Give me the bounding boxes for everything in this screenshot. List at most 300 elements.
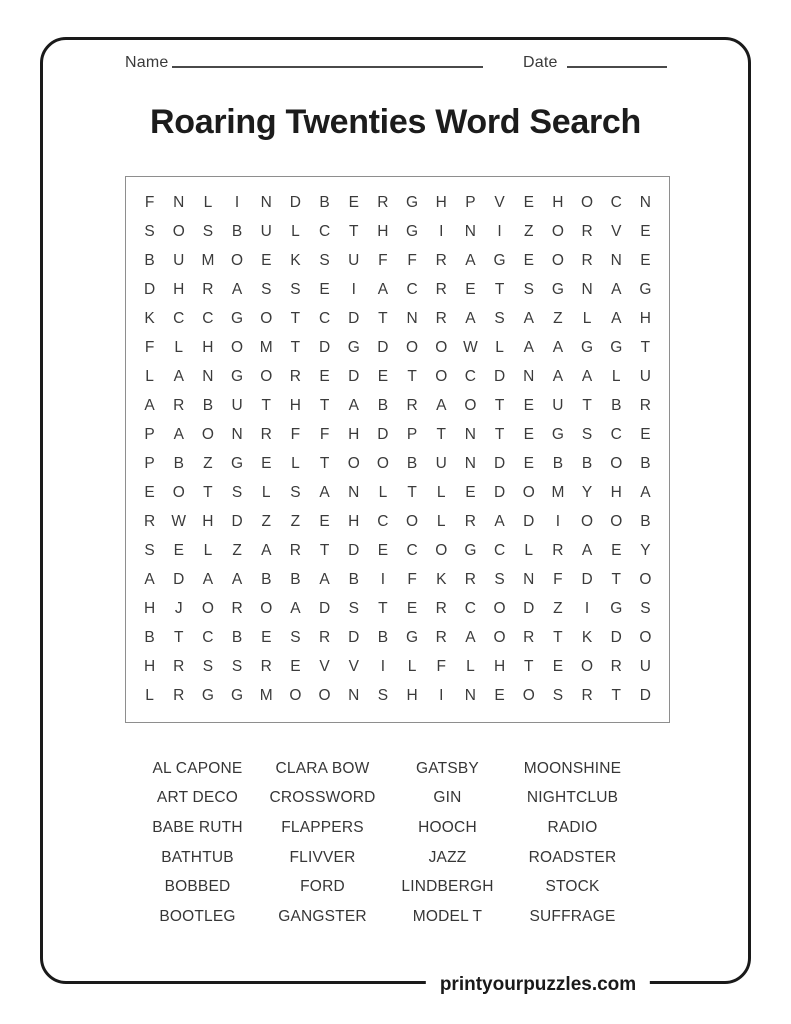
- grid-letter: V: [611, 223, 622, 241]
- grid-letter: D: [610, 628, 622, 646]
- grid-letter: Z: [203, 454, 213, 472]
- grid-letter: C: [318, 310, 331, 328]
- grid-letter: O: [231, 252, 244, 270]
- word-item: CLARA BOW: [275, 759, 370, 777]
- grid-letter: R: [639, 397, 651, 415]
- grid-letter: Y: [640, 541, 651, 559]
- grid-letter: O: [581, 194, 594, 212]
- grid-letter: I: [497, 223, 502, 241]
- grid-letter: C: [464, 599, 476, 617]
- grid-letter: K: [290, 252, 301, 270]
- grid-letter: R: [260, 657, 272, 675]
- grid-letter: L: [145, 368, 154, 386]
- grid-letter: N: [464, 454, 476, 472]
- grid-letter: L: [203, 194, 213, 212]
- word-item: STOCK: [545, 878, 600, 896]
- grid-letter: V: [319, 657, 330, 675]
- grid-letter: O: [464, 397, 477, 415]
- grid-letter: S: [202, 657, 214, 675]
- grid-letter: R: [318, 628, 331, 646]
- grid-letter: O: [551, 223, 564, 241]
- grid-letter: E: [494, 686, 505, 704]
- grid-letter: E: [261, 628, 272, 646]
- grid-letter: T: [553, 628, 563, 646]
- grid-letter: A: [523, 339, 534, 357]
- name-label: Name: [125, 54, 169, 71]
- grid-letter: E: [377, 368, 389, 386]
- grid-letter: U: [348, 252, 360, 270]
- grid-letter: O: [435, 339, 448, 357]
- grid-letter: H: [493, 657, 506, 675]
- grid-letter: A: [552, 368, 564, 386]
- grid-letter: P: [144, 454, 155, 472]
- grid-letter: K: [436, 570, 447, 588]
- grid-letter: R: [406, 397, 418, 415]
- grid-letter: O: [610, 454, 623, 472]
- grid-letter: R: [173, 686, 185, 704]
- grid-letter: T: [290, 339, 301, 357]
- grid-letter: Y: [581, 483, 593, 501]
- grid-letter: G: [639, 281, 652, 299]
- grid-letter: C: [377, 512, 389, 530]
- grid-letter: O: [581, 657, 594, 675]
- grid-letter: B: [261, 570, 272, 588]
- grid-letter: R: [435, 252, 447, 270]
- grid-letter: B: [611, 397, 622, 415]
- grid-letter: D: [377, 426, 389, 444]
- grid-letter: C: [464, 368, 476, 386]
- grid-letter: P: [144, 426, 155, 444]
- grid-letter: D: [523, 512, 535, 530]
- grid-letter: I: [351, 281, 356, 299]
- grid-letter: S: [377, 686, 389, 704]
- grid-letter: R: [377, 194, 389, 212]
- grid-letter: E: [640, 426, 651, 444]
- grid-letter: F: [144, 339, 155, 357]
- grid-letter: O: [231, 339, 244, 357]
- grid-letter: T: [407, 483, 417, 501]
- grid-letter: U: [435, 454, 447, 472]
- grid-letter: G: [231, 368, 244, 386]
- grid-letter: A: [465, 252, 476, 270]
- grid-letter: R: [435, 310, 447, 328]
- grid-letter: N: [610, 252, 622, 270]
- grid-letter: G: [551, 281, 564, 299]
- footer-site-text: printyourpuzzles.com: [426, 974, 650, 996]
- grid-letter: E: [319, 368, 330, 386]
- grid-letter: N: [639, 194, 651, 212]
- grid-letter: D: [493, 368, 506, 386]
- grid-letter: M: [259, 339, 273, 357]
- grid-letter: C: [202, 628, 214, 646]
- grid-letter: H: [289, 397, 301, 415]
- grid-letter: W: [463, 339, 478, 357]
- grid-letter: O: [172, 223, 185, 241]
- grid-letter: E: [611, 541, 622, 559]
- grid-letter: A: [173, 426, 184, 444]
- grid-letter: S: [290, 281, 301, 299]
- grid-letter: A: [202, 570, 214, 588]
- grid-letter: L: [145, 686, 154, 704]
- grid-letter: E: [523, 454, 534, 472]
- grid-letter: V: [494, 194, 505, 212]
- grid-letter: B: [144, 628, 155, 646]
- grid-letter: M: [259, 686, 273, 704]
- grid-letter: R: [435, 599, 447, 617]
- grid-letter: D: [231, 512, 243, 530]
- grid-letter: C: [610, 426, 622, 444]
- grid-letter: Z: [261, 512, 271, 530]
- grid-letter: O: [172, 483, 185, 501]
- grid-letter: A: [611, 281, 622, 299]
- grid-letter: F: [553, 570, 563, 588]
- grid-letter: S: [202, 223, 214, 241]
- word-list-column: [135, 754, 260, 932]
- grid-letter: H: [406, 686, 418, 704]
- grid-letter: E: [290, 657, 301, 675]
- grid-letter: Z: [553, 599, 563, 617]
- grid-letter: F: [378, 252, 388, 270]
- grid-letter: T: [611, 686, 621, 704]
- grid-letter: N: [173, 194, 185, 212]
- grid-letter: R: [173, 657, 185, 675]
- grid-letter: D: [348, 310, 360, 328]
- date-label: Date: [523, 54, 558, 71]
- grid-letter: M: [551, 483, 565, 501]
- grid-letter: T: [407, 368, 417, 386]
- word-item: BATHTUB: [161, 848, 234, 866]
- grid-letter: H: [202, 339, 214, 357]
- grid-letter: E: [261, 252, 272, 270]
- grid-letter: N: [464, 426, 476, 444]
- grid-letter: U: [639, 657, 651, 675]
- grid-letter: O: [406, 512, 419, 530]
- grid-letter: W: [171, 512, 187, 530]
- grid-letter: S: [494, 570, 505, 588]
- grid-letter: N: [464, 686, 476, 704]
- grid-letter: N: [348, 483, 360, 501]
- grid-letter: A: [465, 310, 476, 328]
- grid-letter: A: [611, 310, 622, 328]
- grid-letter: B: [377, 397, 389, 415]
- grid-letter: R: [581, 223, 593, 241]
- grid-letter: N: [464, 223, 476, 241]
- grid-letter: D: [318, 339, 331, 357]
- grid-letter: T: [582, 397, 592, 415]
- grid-letter: G: [551, 426, 564, 444]
- grid-letter: H: [348, 512, 360, 530]
- grid-letter: T: [349, 223, 359, 241]
- grid-letter: G: [406, 223, 419, 241]
- grid-letter: H: [202, 512, 214, 530]
- grid-letter: A: [640, 483, 651, 501]
- grid-letter: O: [435, 368, 448, 386]
- grid-letter: O: [260, 310, 273, 328]
- grid-letter: G: [610, 339, 623, 357]
- grid-letter: O: [376, 454, 389, 472]
- grid-letter: L: [407, 657, 417, 675]
- grid-letter: Z: [553, 310, 563, 328]
- grid-letter: R: [260, 426, 272, 444]
- grid-letter: S: [290, 483, 301, 501]
- grid-letter: K: [144, 310, 155, 328]
- grid-letter: E: [144, 483, 155, 501]
- grid-letter: D: [523, 599, 535, 617]
- word-list-column: [260, 754, 385, 932]
- grid-letter: O: [522, 686, 535, 704]
- grid-letter: O: [289, 686, 302, 704]
- grid-letter: N: [202, 368, 214, 386]
- grid-letter: Z: [290, 512, 301, 530]
- grid-letter: C: [406, 281, 418, 299]
- grid-letter: O: [639, 628, 652, 646]
- word-item: LINDBERGH: [401, 878, 494, 896]
- word-item: ROADSTER: [528, 848, 617, 866]
- grid-letter: T: [436, 426, 446, 444]
- grid-letter: E: [348, 194, 359, 212]
- grid-letter: B: [640, 454, 651, 472]
- grid-letter: E: [319, 512, 330, 530]
- grid-letter: A: [290, 599, 301, 617]
- grid-letter: S: [144, 541, 155, 559]
- grid-letter: E: [523, 426, 534, 444]
- grid-letter: S: [261, 281, 272, 299]
- grid-letter: S: [144, 223, 155, 241]
- grid-letter: L: [611, 368, 621, 386]
- grid-letter: A: [319, 570, 330, 588]
- grid-letter: B: [144, 252, 155, 270]
- grid-letter: O: [581, 512, 594, 530]
- grid-letter: T: [494, 281, 505, 299]
- grid-letter: U: [173, 252, 185, 270]
- grid-letter: F: [407, 252, 417, 270]
- word-item: GIN: [433, 789, 462, 807]
- grid-letter: D: [348, 541, 360, 559]
- grid-letter: V: [348, 657, 359, 675]
- grid-letter: O: [347, 454, 360, 472]
- grid-letter: S: [319, 252, 330, 270]
- grid-letter: R: [581, 686, 593, 704]
- grid-letter: R: [231, 599, 243, 617]
- grid-letter: J: [174, 599, 183, 617]
- grid-letter: D: [639, 686, 651, 704]
- grid-letter: L: [203, 541, 213, 559]
- grid-letter: R: [552, 541, 564, 559]
- grid-letter: P: [406, 426, 418, 444]
- grid-letter: T: [640, 339, 651, 357]
- grid-letter: T: [261, 397, 271, 415]
- word-item: FLAPPERS: [281, 818, 364, 836]
- grid-letter: R: [464, 570, 476, 588]
- grid-letter: T: [378, 310, 388, 328]
- grid-letter: K: [581, 628, 593, 646]
- word-item: FLIVVER: [289, 848, 356, 866]
- word-list: [135, 754, 635, 932]
- grid-letter: A: [261, 541, 272, 559]
- grid-letter: G: [406, 628, 419, 646]
- grid-letter: R: [523, 628, 535, 646]
- grid-letter: F: [319, 426, 330, 444]
- grid-letter: L: [261, 483, 271, 501]
- grid-letter: I: [439, 686, 444, 704]
- grid-letter: D: [289, 194, 301, 212]
- word-item: SUFFRAGE: [529, 907, 616, 925]
- grid-letter: E: [406, 599, 418, 617]
- grid-letter: E: [523, 397, 534, 415]
- grid-letter: B: [406, 454, 418, 472]
- grid-letter: H: [377, 223, 389, 241]
- grid-letter: O: [522, 483, 535, 501]
- grid-letter: L: [174, 339, 184, 357]
- grid-letter: N: [348, 686, 360, 704]
- grid-letter: S: [640, 599, 651, 617]
- grid-letter: S: [552, 686, 564, 704]
- grid-letter: G: [231, 310, 244, 328]
- grid-letter: I: [234, 194, 240, 212]
- grid-letter: D: [493, 483, 506, 501]
- grid-letter: Z: [232, 541, 242, 559]
- grid-letter: N: [523, 368, 535, 386]
- grid-letter: L: [436, 483, 446, 501]
- grid-letter: T: [524, 657, 534, 675]
- word-item: BOOTLEG: [159, 907, 236, 925]
- grid-letter: B: [290, 570, 301, 588]
- grid-letter: F: [144, 194, 155, 212]
- grid-letter: G: [464, 541, 477, 559]
- grid-letter: E: [552, 657, 564, 675]
- grid-letter: T: [494, 426, 505, 444]
- word-item: AL CAPONE: [152, 759, 243, 777]
- grid-letter: G: [231, 686, 244, 704]
- grid-letter: T: [378, 599, 388, 617]
- grid-letter: A: [173, 368, 184, 386]
- grid-letter: H: [639, 310, 651, 328]
- word-item: MODEL T: [412, 907, 483, 925]
- grid-letter: G: [493, 252, 506, 270]
- grid-letter: A: [377, 281, 389, 299]
- grid-letter: S: [348, 599, 359, 617]
- grid-letter: H: [173, 281, 185, 299]
- word-item: NIGHTCLUB: [526, 789, 619, 807]
- grid-letter: C: [406, 541, 418, 559]
- grid-letter: G: [581, 339, 594, 357]
- grid-letter: R: [173, 397, 185, 415]
- grid-letter: T: [319, 541, 330, 559]
- grid-letter: N: [231, 426, 243, 444]
- grid-letter: H: [552, 194, 564, 212]
- grid-letter: A: [581, 368, 593, 386]
- grid-letter: A: [581, 541, 593, 559]
- grid-letter: C: [173, 310, 185, 328]
- grid-letter: D: [348, 628, 360, 646]
- grid-letter: F: [436, 657, 446, 675]
- grid-letter: L: [291, 223, 300, 241]
- grid-letter: B: [581, 454, 593, 472]
- grid-letter: H: [435, 194, 447, 212]
- date-fill-line: [567, 54, 667, 68]
- grid-letter: E: [523, 194, 534, 212]
- word-item: GATSBY: [416, 759, 479, 777]
- grid-letter: O: [260, 368, 273, 386]
- grid-letter: U: [260, 223, 272, 241]
- grid-letter: F: [407, 570, 417, 588]
- word-item: GANGSTER: [278, 907, 367, 925]
- grid-letter: I: [555, 512, 561, 530]
- word-item: RADIO: [547, 818, 598, 836]
- grid-letter: N: [406, 310, 418, 328]
- grid-letter: A: [523, 310, 534, 328]
- grid-letter: L: [378, 483, 388, 501]
- grid-letter: O: [318, 686, 331, 704]
- name-fill-line: [172, 54, 483, 68]
- grid-letter: T: [611, 570, 621, 588]
- grid-letter: R: [435, 281, 447, 299]
- grid-letter: A: [348, 397, 359, 415]
- grid-letter: E: [173, 541, 184, 559]
- grid-letter: H: [610, 483, 622, 501]
- grid-letter: H: [143, 599, 156, 617]
- grid-letter: R: [289, 541, 301, 559]
- grid-letter: S: [494, 310, 505, 328]
- grid-letter: O: [493, 599, 506, 617]
- grid-letter: E: [640, 252, 651, 270]
- grid-letter: T: [290, 310, 301, 328]
- grid-letter: D: [348, 368, 360, 386]
- grid-letter: B: [377, 628, 389, 646]
- grid-letter: T: [174, 628, 184, 646]
- grid-letter: S: [231, 483, 243, 501]
- letter-grid: [125, 176, 670, 723]
- grid-letter: C: [493, 541, 506, 559]
- grid-letter: T: [203, 483, 213, 501]
- grid-letter: N: [523, 570, 535, 588]
- grid-letter: T: [319, 454, 330, 472]
- grid-letter: C: [202, 310, 214, 328]
- grid-letter: A: [319, 483, 330, 501]
- grid-letter: G: [347, 339, 360, 357]
- grid-letter: I: [439, 223, 444, 241]
- grid-letter: D: [377, 339, 389, 357]
- grid-letter: E: [465, 281, 476, 299]
- word-item: FORD: [300, 878, 345, 896]
- grid-letter: O: [201, 599, 214, 617]
- grid-letter: D: [581, 570, 593, 588]
- grid-letter: S: [231, 657, 243, 675]
- grid-letter: A: [494, 512, 505, 530]
- grid-letter: L: [436, 512, 446, 530]
- grid-letter: O: [639, 570, 652, 588]
- grid-letter: I: [380, 570, 386, 588]
- grid-letter: A: [465, 628, 476, 646]
- grid-letter: O: [551, 252, 564, 270]
- grid-letter: R: [435, 628, 447, 646]
- grid-letter: E: [640, 223, 651, 241]
- word-item: BABE RUTH: [152, 818, 243, 836]
- grid-letter: H: [348, 426, 360, 444]
- grid-letter: L: [495, 339, 504, 357]
- grid-letter: D: [143, 281, 156, 299]
- grid-letter: O: [406, 339, 419, 357]
- grid-letter: S: [290, 628, 301, 646]
- grid-letter: A: [231, 281, 243, 299]
- grid-letter: P: [465, 194, 476, 212]
- grid-letter: E: [465, 483, 476, 501]
- grid-letter: B: [231, 628, 243, 646]
- grid-letter: R: [143, 512, 156, 530]
- grid-letter: A: [436, 397, 447, 415]
- grid-letter: A: [231, 570, 243, 588]
- grid-letter: O: [435, 541, 448, 559]
